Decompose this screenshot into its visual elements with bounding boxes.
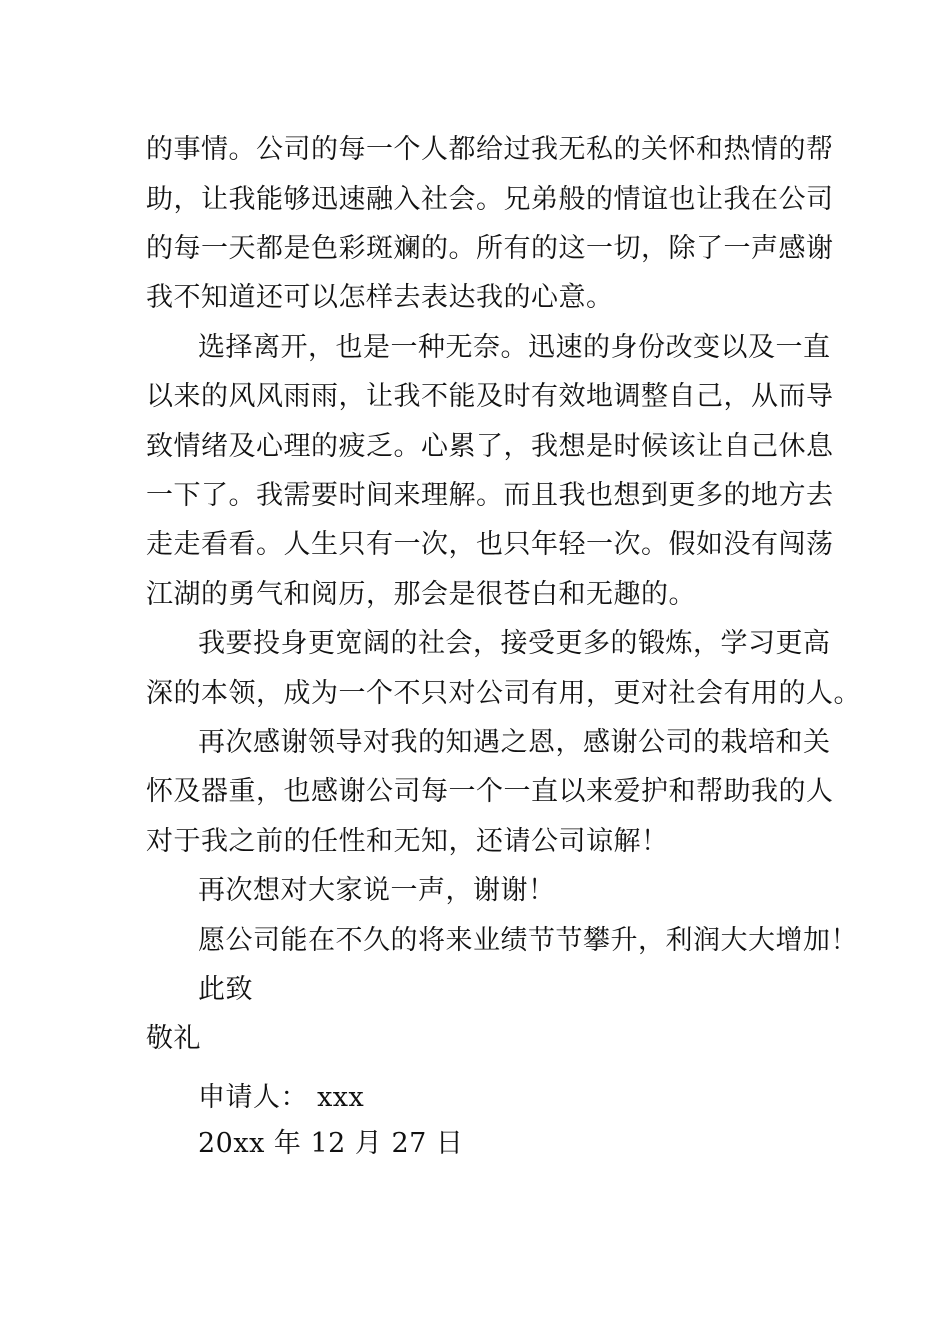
text-line: 以来的风风雨雨，让我不能及时有效地调整自己，从而导 xyxy=(146,381,834,412)
text-line: 再次感谢领导对我的知遇之恩，感谢公司的栽培和关 xyxy=(198,727,831,758)
text-line: 江湖的勇气和阅历，那会是很苍白和无趣的。 xyxy=(146,579,696,610)
closing-regards: 敬礼 xyxy=(146,1023,201,1054)
text-line: 致情绪及心理的疲乏。心累了，我想是时候该让自己休息 xyxy=(146,431,834,462)
text-line: 的每一天都是色彩斑斓的。所有的这一切，除了一声感谢 xyxy=(146,233,834,264)
text-line: 助，让我能够迅速融入社会。兄弟般的情谊也让我在公司 xyxy=(146,184,834,215)
text-line: 对于我之前的任性和无知，还请公司谅解！ xyxy=(146,826,669,857)
text-line: 怀及器重，也感谢公司每一个一直以来爱护和帮助我的人 xyxy=(146,776,834,807)
text-line: 再次想对大家说一声，谢谢！ xyxy=(198,875,556,906)
text-line: 我要投身更宽阔的社会，接受更多的锻炼，学习更高 xyxy=(198,628,831,659)
text-line: 一下了。我需要时间来理解。而且我也想到更多的地方去 xyxy=(146,480,834,511)
text-line: 愿公司能在不久的将来业绩节节攀升，利润大大增加！ xyxy=(198,925,858,956)
text-line: 选择离开，也是一种无奈。迅速的身份改变以及一直 xyxy=(198,332,831,363)
text-line: 的事情。公司的每一个人都给过我无私的关怀和热情的帮 xyxy=(146,134,834,165)
closing-salutation: 此致 xyxy=(198,974,253,1005)
text-line: 深的本领，成为一个不只对公司有用，更对社会有用的人。 xyxy=(146,678,861,709)
text-line: 我不知道还可以怎样去表达我的心意。 xyxy=(146,282,614,313)
applicant-line: 申请人： xxx xyxy=(198,1082,365,1113)
date-line: 20xx 年 12 月 27 日 xyxy=(198,1128,464,1159)
text-line: 走走看看。人生只有一次，也只年轻一次。假如没有闯荡 xyxy=(146,529,834,560)
